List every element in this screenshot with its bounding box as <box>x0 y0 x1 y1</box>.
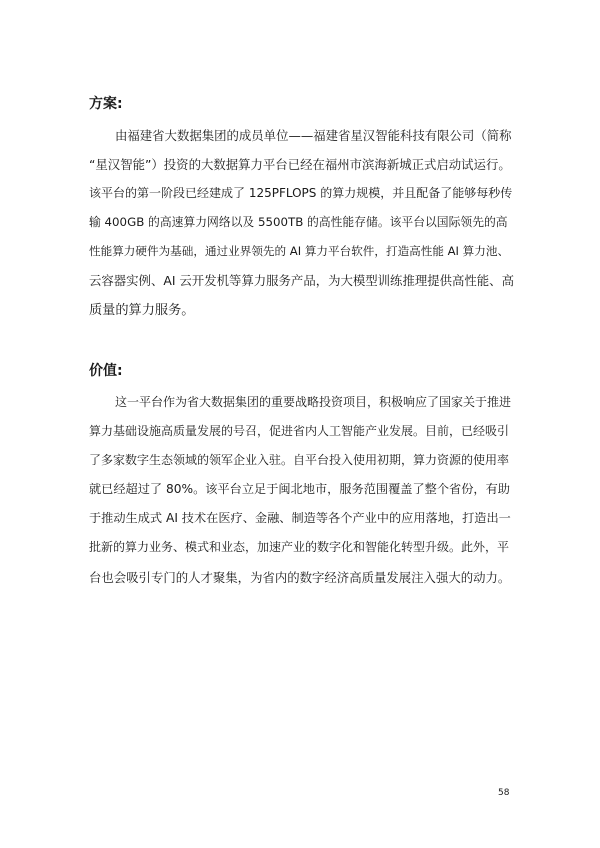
text-line: 性能算力硬件为基础，通过业界领先的 AI 算力平台软件，打造高性能 AI 算力池、 <box>89 244 510 259</box>
text-line: 云容器实例、AI 云开发机等算力服务产品，为大模型训练推理提供高性能、高 <box>89 273 514 289</box>
text-line: 这一平台作为省大数据集团的重要战略投资项目，积极响应了国家关于推进 <box>115 395 512 409</box>
page-number: 58 <box>498 788 510 798</box>
text-line: 就已经超过了 80%。该平台立足于闽北地市，服务范围覆盖了整个省份，有助 <box>89 482 510 497</box>
text-line: 算力基础设施高质量发展的号召，促进省内人工智能产业发展。目前，已经吸引 <box>89 424 510 439</box>
section-heading-plan: 方案: <box>89 96 123 112</box>
text-line: 台也会吸引专门的人才聚集，为省内的数字经济高质量发展注入强大的动力。 <box>89 569 511 585</box>
text-line: 了多家数字生态领域的领军企业入驻。自平台投入使用初期，算力资源的使用率 <box>89 453 510 468</box>
text-line: 质量的算力服务。 <box>89 302 195 318</box>
text-line: 输 400GB 的高速算力网络以及 5500TB 的高性能存储。该平台以国际领先的高 <box>89 215 508 230</box>
text-line: 于推动生成式 AI 技术在医疗、金融、制造等各个产业中的应用落地，打造出一 <box>89 511 511 526</box>
text-line: “星汉智能”）投资的大数据算力平台已经在福州市滨海新城正式启动试运行。 <box>89 157 511 173</box>
text-line: 批新的算力业务、模式和业态，加速产业的数字化和智能化转型升级。此外，平 <box>89 540 510 555</box>
paragraph-plan <box>89 121 514 325</box>
paragraph-value <box>89 388 514 592</box>
text-line: 由福建省大数据集团的成员单位——福建省星汉智能科技有限公司（简称 <box>115 128 512 143</box>
text-line: 该平台的第一阶段已经建成了 125PFLOPS 的算力规模，并且配备了能够每秒传 <box>89 186 513 201</box>
section-heading-value: 价值: <box>89 363 123 379</box>
